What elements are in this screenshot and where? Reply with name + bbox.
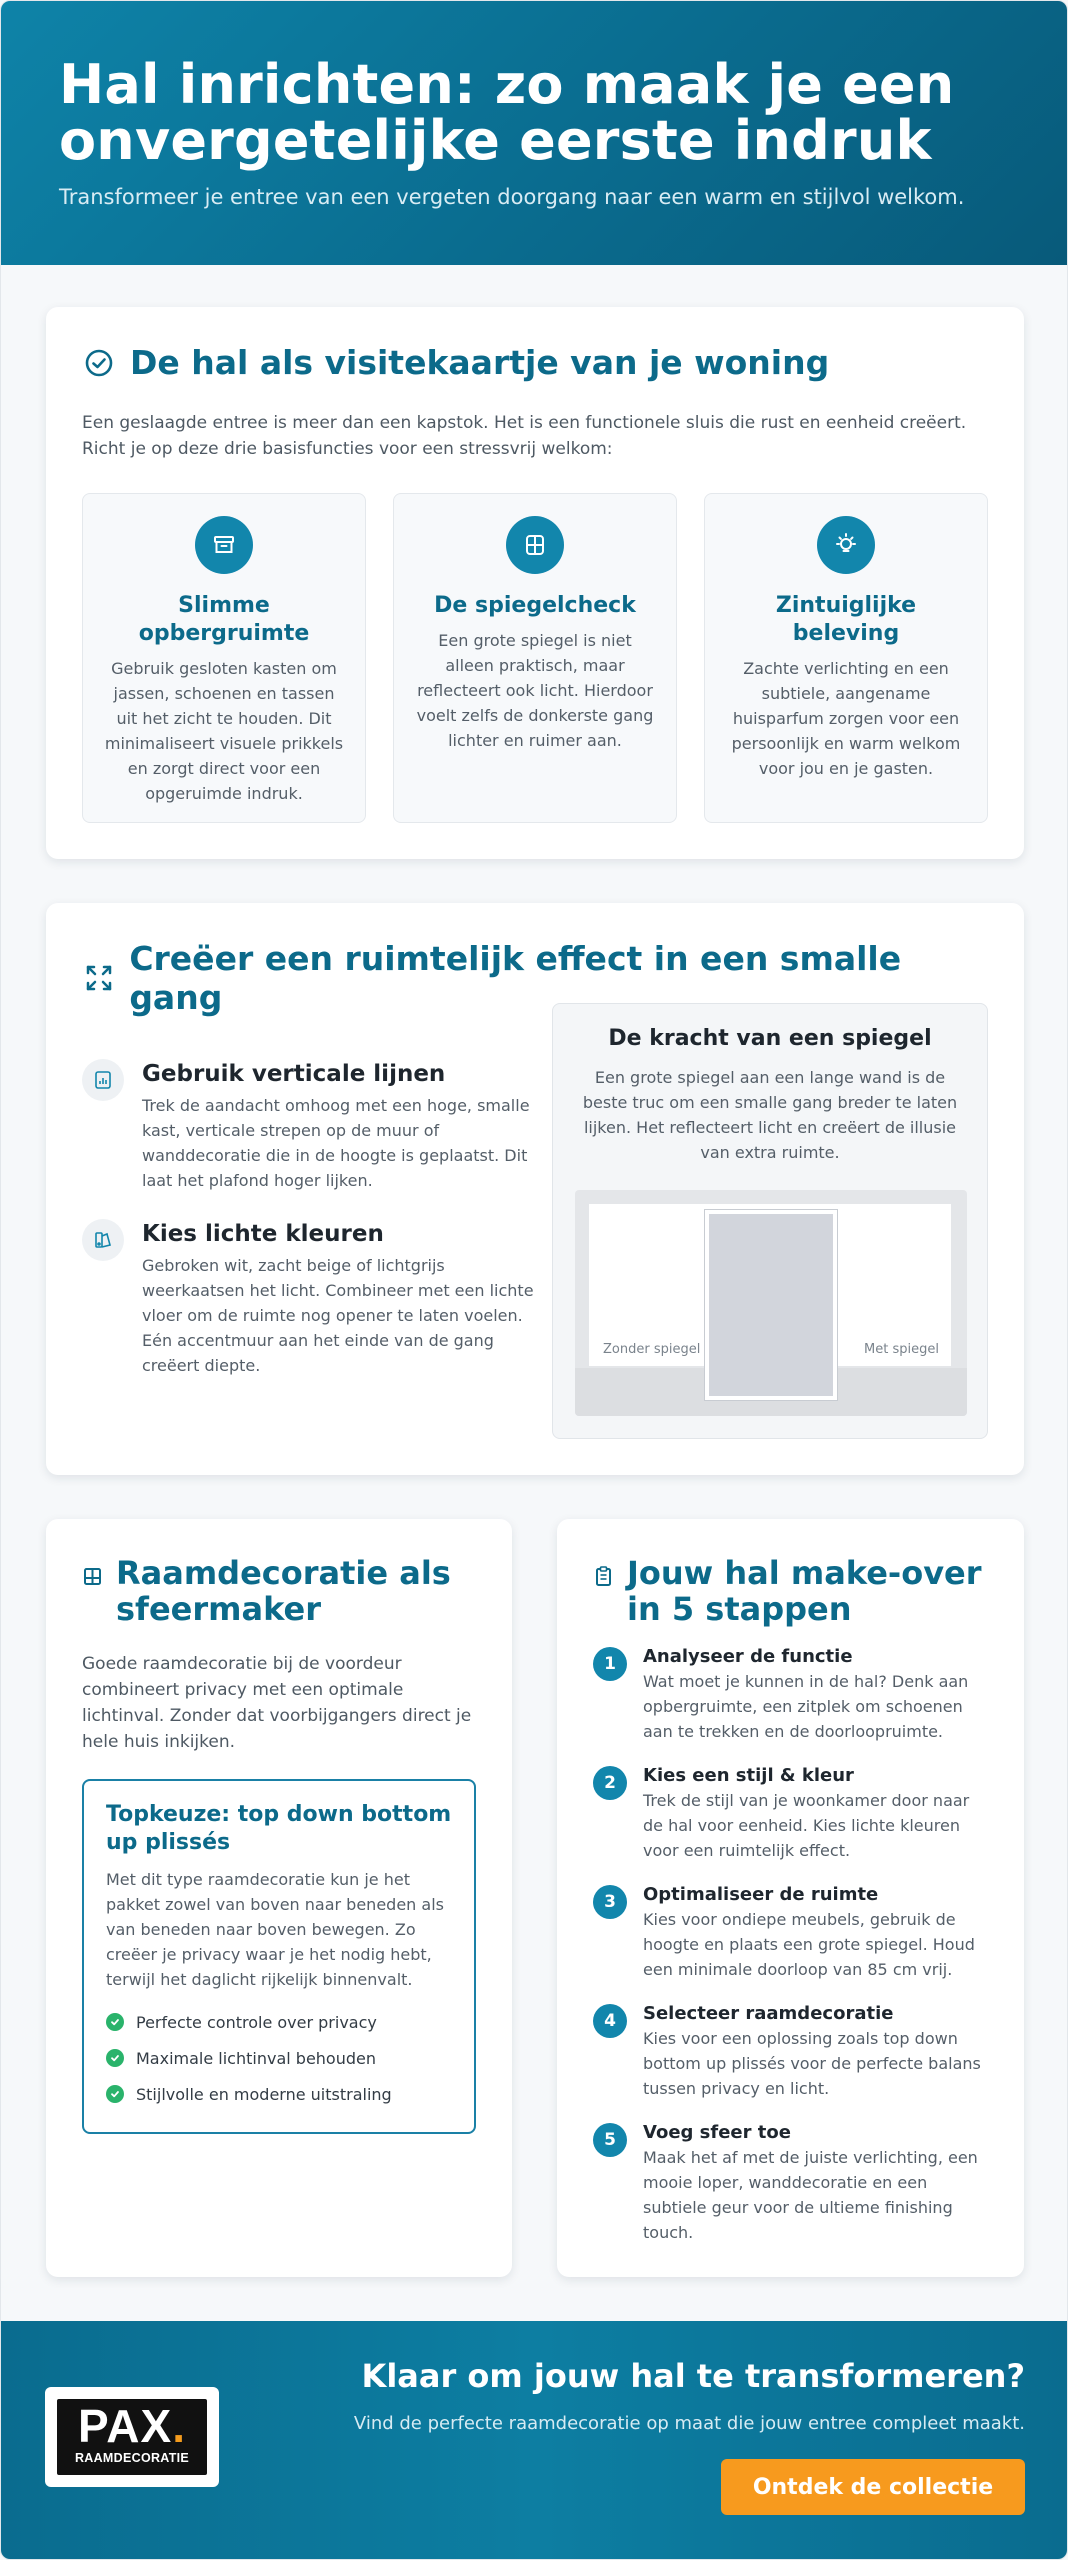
window-icon [82,1557,104,1591]
step-item [593,2002,988,2101]
feature-title: Slimme opbergruimte [138,593,310,646]
cta-title: Klaar om jouw hal te transformeren? [361,2357,1025,2395]
step-text: Kies voor een oplossing zoals top down bottom up plissés voor de perfecte balans tussen privacy en licht. [643,2029,981,2098]
step-title: Voeg sfeer toe [643,2122,791,2143]
top-choice-title: Topkeuze: top down bottom up plissés [106,1802,452,1855]
tip-light-colors [82,1219,552,1378]
pax-logo[interactable] [45,2387,219,2487]
step-text: Wat moet je kunnen in de hal? Denk aan opbergruimte, een zitplek om schoenen aan te trekken en de doorloopruimte. [643,1672,969,1741]
feature-text: Gebruik gesloten kasten om jassen, schoenen en tassen uit het zicht te houden. Dit minimaliseert visuele prikkels en zorgt direct voor een opgeruimde indruk. [104,659,344,803]
feature-card-mirror [393,493,677,823]
feature-text: Een grote spiegel is niet alleen praktisch, maar reflecteert ook licht. Hierdoor voelt zelfs de donkerste gang lichter en ruimer aan. [416,631,654,750]
vertical-bars-icon [82,1059,124,1101]
benefit-item [106,2004,452,2040]
feature-title: De spiegelcheck [434,593,636,618]
cta-text: Vind de perfecte raamdecoratie op maat die jouw entree compleet maakt. [353,2413,1025,2434]
benefit-label: Perfecte controle over privacy [136,2012,377,2032]
mirror-explainer [552,1003,988,1439]
benefit-list [106,2004,452,2112]
benefit-item [106,2076,452,2112]
section-steps-card [557,1519,1024,2277]
step-number: 5 [593,2123,627,2157]
section-entrance-intro: Een geslaagde entree is meer dan een kapstok. Het is een functionele sluis die rust en eenheid creëert. Richt je op deze drie basisfuncties voor een stressvrij welkom: [82,413,967,459]
section-window-title: Raamdecoratie als sfeermaker [116,1554,451,1628]
section-steps-heading [593,1555,988,1627]
logo-subtext: RAAMDECORATIE [74,2451,190,2465]
tip-text: Gebroken wit, zacht beige of lichtgrijs weerkaatsen het licht. Combineer met een lichte vloer om de ruimte nog opener te laten voelen. Eén accentmuur aan het einde van de gang creëert diepte. [142,1256,534,1375]
section-narrow-hall-card [46,903,1024,1475]
step-item [593,1764,988,1863]
tip-title: Gebruik verticale lijnen [142,1061,446,1087]
top-choice-box [82,1779,476,2134]
page-subtitle: Transformeer je entree van een vergeten doorgang naar een warm en stijlvol welkom. [59,185,965,209]
mirror-title: De kracht van een spiegel [608,1026,932,1051]
step-title: Kies een stijl & kleur [643,1765,854,1786]
benefit-label: Stijlvolle en moderne uitstraling [136,2084,392,2104]
section-entrance-heading [82,343,988,382]
archive-box-icon [195,516,253,574]
check-icon [106,2085,124,2103]
logo-text: PAX [78,2400,173,2452]
step-title: Optimaliseer de ruimte [643,1884,879,1905]
step-item [593,2121,988,2245]
step-title: Analyseer de functie [643,1646,853,1667]
check-circle-icon [82,346,116,380]
feature-title: Zintuiglijke beleving [775,593,917,646]
discover-collection-button[interactable]: Ontdek de collectie [721,2459,1025,2515]
logo-mark [57,2399,207,2475]
step-text: Kies voor ondiepe meubels, gebruik de hoogte en plaats een grote spiegel. Houd een minimale doorloop van 85 cm vrij. [643,1910,975,1979]
mirror-panel-icon [506,516,564,574]
step-item [593,1883,988,1982]
step-text: Trek de stijl van je woonkamer door naar de hal voor eenheid. Kies lichte kleuren voor een ruimtelijk effect. [643,1791,970,1860]
feature-list [82,493,988,823]
cta-footer [1,2321,1068,2560]
top-choice-text: Met dit type raamdecoratie kun je het pakket zowel van boven naar beneden als van beneden naar boven bewegen. Zo creëer je privacy waar je het nodig hebt, terwijl het daglicht rijkelijk binnenvalt. [106,1870,444,1989]
benefit-label: Maximale lichtinval behouden [136,2048,376,2068]
tip-vertical-lines [82,1059,552,1193]
feature-card-senses [704,493,988,823]
step-number: 3 [593,1885,627,1919]
label-without-mirror: Zonder spiegel [603,1342,701,1357]
feature-text: Zachte verlichting en een subtiele, aangename huisparfum zorgen voor een persoonlijk en warm welkom voor jou en je gasten. [731,659,961,778]
step-title: Selecteer raamdecoratie [643,2003,894,2024]
step-number: 4 [593,2004,627,2038]
logo-dot: . [172,2400,186,2452]
hero-header [1,1,1068,265]
clipboard-list-icon [593,1557,615,1591]
tip-text: Trek de aandacht omhoog met een hoge, smalle kast, verticale strepen op de muur of wanddecoratie die in de hoogte is geplaatst. Dit laat het plafond hoger lijken. [142,1096,530,1190]
lightbulb-icon [817,516,875,574]
check-icon [106,2049,124,2067]
tip-title: Kies lichte kleuren [142,1221,384,1247]
check-icon [106,2013,124,2031]
step-number: 1 [593,1647,627,1681]
paint-swatch-icon [82,1219,124,1261]
mirror-text: Een grote spiegel aan een lange wand is de beste truc om een smalle gang breder te laten lijken. Het reflecteert licht en creëert de illusie van extra ruimte. [582,1068,958,1162]
mirror-shape [705,1210,837,1400]
step-item [593,1645,988,1744]
benefit-item [106,2040,452,2076]
section-window-decoration-card [46,1519,512,2277]
steps-list [593,1645,988,2245]
page-title: Hal inrichten: zo maak je een onvergetelijke eerste indruk [59,53,955,172]
section-window-heading [82,1555,476,1627]
section-entrance-title: De hal als visitekaartje van je woning [130,343,830,382]
section-steps-title: Jouw hal make-over in 5 stappen [627,1554,982,1628]
feature-card-storage [82,493,366,823]
label-with-mirror: Met spiegel [864,1342,939,1357]
section-narrow-hall-title: Creëer een ruimtelijk effect in een smalle gang [129,939,902,1017]
section-entrance-card [46,307,1024,859]
mirror-illustration [575,1190,967,1416]
section-window-intro: Goede raamdecoratie bij de voordeur combineert privacy met een optimale lichtinval. Zonder dat voorbijgangers direct je hele huis inkijken. [82,1654,472,1752]
step-text: Maak het af met de juiste verlichting, een mooie loper, wanddecoratie en een subtiele geur voor de ultieme finishing touch. [643,2148,978,2242]
step-number: 2 [593,1766,627,1800]
expand-arrows-icon [82,961,115,995]
